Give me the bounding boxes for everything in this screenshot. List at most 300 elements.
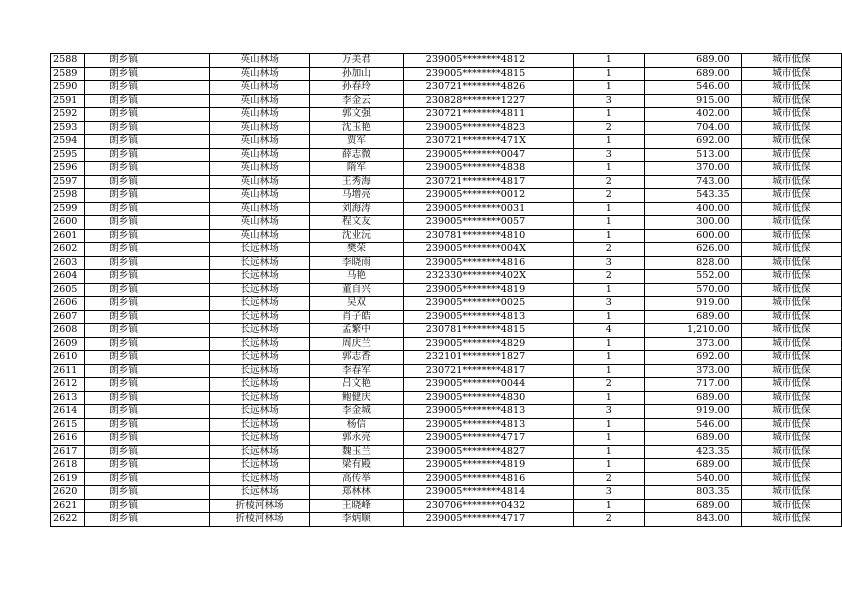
table-row: [51, 418, 842, 432]
person-name-cell: 李晓雨: [310, 256, 404, 270]
assistance-type-cell: 城市低保: [741, 162, 841, 176]
amount-cell: 689.00: [644, 499, 741, 513]
id-number-cell: 230781********4810: [403, 229, 573, 243]
town-cell: 朗乡镇: [85, 310, 210, 324]
row-number-cell: 2622: [51, 513, 85, 527]
assistance-type-cell: 城市低保: [741, 148, 841, 162]
forest-farm-cell: 英山林场: [210, 94, 310, 108]
forest-farm-cell: 英山林场: [210, 229, 310, 243]
amount-cell: 843.00: [644, 513, 741, 527]
town-cell: 朗乡镇: [85, 121, 210, 135]
table-row: [51, 270, 842, 284]
town-cell: 朗乡镇: [85, 94, 210, 108]
row-number-cell: 2598: [51, 189, 85, 203]
amount-cell: 1,210.00: [644, 324, 741, 338]
table-row: [51, 445, 842, 459]
amount-cell: 626.00: [644, 243, 741, 257]
town-cell: 朗乡镇: [85, 216, 210, 230]
town-cell: 朗乡镇: [85, 445, 210, 459]
person-name-cell: 王晓峰: [310, 499, 404, 513]
person-name-cell: 隋军: [310, 162, 404, 176]
table-row: [51, 405, 842, 419]
household-count-cell: 1: [573, 337, 644, 351]
forest-farm-cell: 长远林场: [210, 297, 310, 311]
town-cell: 朗乡镇: [85, 459, 210, 473]
forest-farm-cell: 长远林场: [210, 256, 310, 270]
table-row: [51, 513, 842, 527]
table-row: [51, 499, 842, 513]
id-number-cell: 239005********4813: [403, 310, 573, 324]
id-number-cell: 239005********4815: [403, 67, 573, 81]
forest-farm-cell: 英山林场: [210, 81, 310, 95]
table-row: [51, 243, 842, 257]
household-count-cell: 2: [573, 513, 644, 527]
town-cell: 朗乡镇: [85, 229, 210, 243]
relief-roster-table: [50, 53, 842, 527]
household-count-cell: 2: [573, 270, 644, 284]
id-number-cell: 239005********0047: [403, 148, 573, 162]
row-number-cell: 2604: [51, 270, 85, 284]
amount-cell: 370.00: [644, 162, 741, 176]
person-name-cell: 郭志香: [310, 351, 404, 365]
forest-farm-cell: 长远林场: [210, 418, 310, 432]
forest-farm-cell: 折棱河林场: [210, 499, 310, 513]
forest-farm-cell: 长远林场: [210, 432, 310, 446]
assistance-type-cell: 城市低保: [741, 378, 841, 392]
amount-cell: 692.00: [644, 135, 741, 149]
assistance-type-cell: 城市低保: [741, 432, 841, 446]
person-name-cell: 高传举: [310, 472, 404, 486]
assistance-type-cell: 城市低保: [741, 81, 841, 95]
forest-farm-cell: 英山林场: [210, 54, 310, 68]
row-number-cell: 2613: [51, 391, 85, 405]
id-number-cell: 239005********0031: [403, 202, 573, 216]
table-row: [51, 108, 842, 122]
table-row: [51, 94, 842, 108]
amount-cell: 689.00: [644, 67, 741, 81]
id-number-cell: 230706********0432: [403, 499, 573, 513]
table-row: [51, 486, 842, 500]
row-number-cell: 2619: [51, 472, 85, 486]
amount-cell: 704.00: [644, 121, 741, 135]
town-cell: 朗乡镇: [85, 283, 210, 297]
row-number-cell: 2605: [51, 283, 85, 297]
assistance-type-cell: 城市低保: [741, 418, 841, 432]
person-name-cell: 王秀海: [310, 175, 404, 189]
household-count-cell: 1: [573, 391, 644, 405]
amount-cell: 540.00: [644, 472, 741, 486]
household-count-cell: 3: [573, 256, 644, 270]
row-number-cell: 2602: [51, 243, 85, 257]
assistance-type-cell: 城市低保: [741, 54, 841, 68]
amount-cell: 692.00: [644, 351, 741, 365]
row-number-cell: 2612: [51, 378, 85, 392]
household-count-cell: 1: [573, 162, 644, 176]
table-body: [51, 54, 842, 527]
person-name-cell: 肖子皓: [310, 310, 404, 324]
town-cell: 朗乡镇: [85, 54, 210, 68]
row-number-cell: 2610: [51, 351, 85, 365]
assistance-type-cell: 城市低保: [741, 108, 841, 122]
row-number-cell: 2597: [51, 175, 85, 189]
id-number-cell: 239005********4717: [403, 432, 573, 446]
assistance-type-cell: 城市低保: [741, 405, 841, 419]
id-number-cell: 239005********4827: [403, 445, 573, 459]
amount-cell: 689.00: [644, 459, 741, 473]
town-cell: 朗乡镇: [85, 175, 210, 189]
id-number-cell: 239005********0025: [403, 297, 573, 311]
forest-farm-cell: 长远林场: [210, 364, 310, 378]
row-number-cell: 2618: [51, 459, 85, 473]
table-row: [51, 175, 842, 189]
assistance-type-cell: 城市低保: [741, 229, 841, 243]
forest-farm-cell: 折棱河林场: [210, 513, 310, 527]
town-cell: 朗乡镇: [85, 108, 210, 122]
household-count-cell: 2: [573, 175, 644, 189]
town-cell: 朗乡镇: [85, 418, 210, 432]
forest-farm-cell: 长远林场: [210, 445, 310, 459]
id-number-cell: 239005********4830: [403, 391, 573, 405]
table-row: [51, 67, 842, 81]
amount-cell: 743.00: [644, 175, 741, 189]
amount-cell: 919.00: [644, 405, 741, 419]
assistance-type-cell: 城市低保: [741, 499, 841, 513]
row-number-cell: 2596: [51, 162, 85, 176]
household-count-cell: 1: [573, 351, 644, 365]
person-name-cell: 郭永亮: [310, 432, 404, 446]
assistance-type-cell: 城市低保: [741, 270, 841, 284]
forest-farm-cell: 长远林场: [210, 486, 310, 500]
household-count-cell: 1: [573, 135, 644, 149]
forest-farm-cell: 英山林场: [210, 148, 310, 162]
household-count-cell: 3: [573, 486, 644, 500]
amount-cell: 373.00: [644, 337, 741, 351]
town-cell: 朗乡镇: [85, 472, 210, 486]
table-row: [51, 364, 842, 378]
forest-farm-cell: 英山林场: [210, 216, 310, 230]
amount-cell: 600.00: [644, 229, 741, 243]
id-number-cell: 232330********402X: [403, 270, 573, 284]
assistance-type-cell: 城市低保: [741, 202, 841, 216]
person-name-cell: 沈业沅: [310, 229, 404, 243]
table-row: [51, 121, 842, 135]
person-name-cell: 杨信: [310, 418, 404, 432]
table-row: [51, 297, 842, 311]
person-name-cell: 鲍健庆: [310, 391, 404, 405]
id-number-cell: 239005********0044: [403, 378, 573, 392]
household-count-cell: 2: [573, 121, 644, 135]
person-name-cell: 李春军: [310, 364, 404, 378]
household-count-cell: 1: [573, 499, 644, 513]
id-number-cell: 239005********004X: [403, 243, 573, 257]
row-number-cell: 2595: [51, 148, 85, 162]
assistance-type-cell: 城市低保: [741, 189, 841, 203]
forest-farm-cell: 长远林场: [210, 270, 310, 284]
row-number-cell: 2590: [51, 81, 85, 95]
town-cell: 朗乡镇: [85, 337, 210, 351]
town-cell: 朗乡镇: [85, 189, 210, 203]
id-number-cell: 239005********4816: [403, 256, 573, 270]
id-number-cell: 239005********4819: [403, 283, 573, 297]
amount-cell: 689.00: [644, 432, 741, 446]
id-number-cell: 239005********0057: [403, 216, 573, 230]
forest-farm-cell: 英山林场: [210, 189, 310, 203]
assistance-type-cell: 城市低保: [741, 351, 841, 365]
person-name-cell: 魏玉兰: [310, 445, 404, 459]
id-number-cell: 239005********4816: [403, 472, 573, 486]
forest-farm-cell: 长远林场: [210, 337, 310, 351]
row-number-cell: 2599: [51, 202, 85, 216]
table-row: [51, 459, 842, 473]
amount-cell: 546.00: [644, 81, 741, 95]
town-cell: 朗乡镇: [85, 405, 210, 419]
amount-cell: 300.00: [644, 216, 741, 230]
table-row: [51, 81, 842, 95]
row-number-cell: 2588: [51, 54, 85, 68]
amount-cell: 919.00: [644, 297, 741, 311]
person-name-cell: 李金城: [310, 405, 404, 419]
town-cell: 朗乡镇: [85, 324, 210, 338]
household-count-cell: 1: [573, 432, 644, 446]
household-count-cell: 1: [573, 418, 644, 432]
assistance-type-cell: 城市低保: [741, 486, 841, 500]
forest-farm-cell: 英山林场: [210, 135, 310, 149]
table-row: [51, 337, 842, 351]
row-number-cell: 2594: [51, 135, 85, 149]
assistance-type-cell: 城市低保: [741, 324, 841, 338]
table-row: [51, 135, 842, 149]
amount-cell: 689.00: [644, 391, 741, 405]
id-number-cell: 230721********471X: [403, 135, 573, 149]
assistance-type-cell: 城市低保: [741, 364, 841, 378]
table-row: [51, 391, 842, 405]
amount-cell: 689.00: [644, 54, 741, 68]
forest-farm-cell: 英山林场: [210, 175, 310, 189]
table-row: [51, 432, 842, 446]
household-count-cell: 1: [573, 67, 644, 81]
assistance-type-cell: 城市低保: [741, 256, 841, 270]
id-number-cell: 239005********4829: [403, 337, 573, 351]
town-cell: 朗乡镇: [85, 81, 210, 95]
row-number-cell: 2608: [51, 324, 85, 338]
household-count-cell: 3: [573, 405, 644, 419]
row-number-cell: 2609: [51, 337, 85, 351]
forest-farm-cell: 长远林场: [210, 310, 310, 324]
table-row: [51, 229, 842, 243]
assistance-type-cell: 城市低保: [741, 337, 841, 351]
assistance-type-cell: 城市低保: [741, 297, 841, 311]
household-count-cell: 1: [573, 283, 644, 297]
row-number-cell: 2601: [51, 229, 85, 243]
household-count-cell: 1: [573, 310, 644, 324]
row-number-cell: 2607: [51, 310, 85, 324]
person-name-cell: 吕文艳: [310, 378, 404, 392]
amount-cell: 803.35: [644, 486, 741, 500]
person-name-cell: 李炳顺: [310, 513, 404, 527]
person-name-cell: 董自兴: [310, 283, 404, 297]
household-count-cell: 3: [573, 94, 644, 108]
person-name-cell: 樊荣: [310, 243, 404, 257]
person-name-cell: 孟繁中: [310, 324, 404, 338]
assistance-type-cell: 城市低保: [741, 513, 841, 527]
person-name-cell: 吴双: [310, 297, 404, 311]
town-cell: 朗乡镇: [85, 351, 210, 365]
row-number-cell: 2592: [51, 108, 85, 122]
person-name-cell: 沈玉艳: [310, 121, 404, 135]
person-name-cell: 周庆兰: [310, 337, 404, 351]
forest-farm-cell: 长远林场: [210, 405, 310, 419]
person-name-cell: 薛志微: [310, 148, 404, 162]
assistance-type-cell: 城市低保: [741, 67, 841, 81]
id-number-cell: 239005********0012: [403, 189, 573, 203]
assistance-type-cell: 城市低保: [741, 391, 841, 405]
row-number-cell: 2603: [51, 256, 85, 270]
assistance-type-cell: 城市低保: [741, 121, 841, 135]
forest-farm-cell: 长远林场: [210, 378, 310, 392]
town-cell: 朗乡镇: [85, 270, 210, 284]
amount-cell: 552.00: [644, 270, 741, 284]
forest-farm-cell: 长远林场: [210, 283, 310, 297]
amount-cell: 400.00: [644, 202, 741, 216]
assistance-type-cell: 城市低保: [741, 445, 841, 459]
id-number-cell: 239005********4813: [403, 405, 573, 419]
household-count-cell: 1: [573, 202, 644, 216]
table-row: [51, 351, 842, 365]
id-number-cell: 230721********4826: [403, 81, 573, 95]
table-row: [51, 216, 842, 230]
table-row: [51, 310, 842, 324]
forest-farm-cell: 英山林场: [210, 121, 310, 135]
assistance-type-cell: 城市低保: [741, 310, 841, 324]
id-number-cell: 230781********4815: [403, 324, 573, 338]
assistance-type-cell: 城市低保: [741, 472, 841, 486]
household-count-cell: 1: [573, 229, 644, 243]
id-number-cell: 239005********4814: [403, 486, 573, 500]
household-count-cell: 1: [573, 216, 644, 230]
assistance-type-cell: 城市低保: [741, 243, 841, 257]
person-name-cell: 李金云: [310, 94, 404, 108]
town-cell: 朗乡镇: [85, 513, 210, 527]
id-number-cell: 230721********4817: [403, 364, 573, 378]
row-number-cell: 2616: [51, 432, 85, 446]
person-name-cell: 梁有殿: [310, 459, 404, 473]
amount-cell: 570.00: [644, 283, 741, 297]
amount-cell: 689.00: [644, 310, 741, 324]
household-count-cell: 2: [573, 243, 644, 257]
forest-farm-cell: 长远林场: [210, 243, 310, 257]
forest-farm-cell: 长远林场: [210, 459, 310, 473]
row-number-cell: 2591: [51, 94, 85, 108]
row-number-cell: 2600: [51, 216, 85, 230]
table-row: [51, 54, 842, 68]
table-row: [51, 202, 842, 216]
id-number-cell: 239005********4717: [403, 513, 573, 527]
household-count-cell: 1: [573, 445, 644, 459]
town-cell: 朗乡镇: [85, 202, 210, 216]
person-name-cell: 郑林林: [310, 486, 404, 500]
forest-farm-cell: 长远林场: [210, 324, 310, 338]
town-cell: 朗乡镇: [85, 432, 210, 446]
amount-cell: 423.35: [644, 445, 741, 459]
id-number-cell: 239005********4823: [403, 121, 573, 135]
town-cell: 朗乡镇: [85, 391, 210, 405]
amount-cell: 373.00: [644, 364, 741, 378]
table-row: [51, 148, 842, 162]
id-number-cell: 230828********1227: [403, 94, 573, 108]
amount-cell: 513.00: [644, 148, 741, 162]
assistance-type-cell: 城市低保: [741, 216, 841, 230]
person-name-cell: 郭文强: [310, 108, 404, 122]
row-number-cell: 2617: [51, 445, 85, 459]
household-count-cell: 1: [573, 364, 644, 378]
household-count-cell: 1: [573, 108, 644, 122]
household-count-cell: 2: [573, 189, 644, 203]
town-cell: 朗乡镇: [85, 67, 210, 81]
amount-cell: 717.00: [644, 378, 741, 392]
row-number-cell: 2606: [51, 297, 85, 311]
id-number-cell: 239005********4813: [403, 418, 573, 432]
id-number-cell: 239005********4819: [403, 459, 573, 473]
table-row: [51, 162, 842, 176]
town-cell: 朗乡镇: [85, 378, 210, 392]
row-number-cell: 2620: [51, 486, 85, 500]
household-count-cell: 4: [573, 324, 644, 338]
id-number-cell: 239005********4812: [403, 54, 573, 68]
town-cell: 朗乡镇: [85, 256, 210, 270]
row-number-cell: 2621: [51, 499, 85, 513]
amount-cell: 546.00: [644, 418, 741, 432]
table-row: [51, 283, 842, 297]
amount-cell: 828.00: [644, 256, 741, 270]
town-cell: 朗乡镇: [85, 243, 210, 257]
amount-cell: 915.00: [644, 94, 741, 108]
forest-farm-cell: 英山林场: [210, 202, 310, 216]
household-count-cell: 1: [573, 459, 644, 473]
assistance-type-cell: 城市低保: [741, 175, 841, 189]
town-cell: 朗乡镇: [85, 486, 210, 500]
amount-cell: 543.35: [644, 189, 741, 203]
table-row: [51, 189, 842, 203]
forest-farm-cell: 英山林场: [210, 108, 310, 122]
town-cell: 朗乡镇: [85, 148, 210, 162]
id-number-cell: 230721********4811: [403, 108, 573, 122]
household-count-cell: 2: [573, 472, 644, 486]
town-cell: 朗乡镇: [85, 297, 210, 311]
forest-farm-cell: 长远林场: [210, 472, 310, 486]
assistance-type-cell: 城市低保: [741, 135, 841, 149]
row-number-cell: 2615: [51, 418, 85, 432]
person-name-cell: 万美君: [310, 54, 404, 68]
id-number-cell: 232101********1827: [403, 351, 573, 365]
id-number-cell: 239005********4838: [403, 162, 573, 176]
forest-farm-cell: 英山林场: [210, 67, 310, 81]
person-name-cell: 孙春玲: [310, 81, 404, 95]
table-row: [51, 324, 842, 338]
forest-farm-cell: 长远林场: [210, 351, 310, 365]
amount-cell: 402.00: [644, 108, 741, 122]
person-name-cell: 马增亮: [310, 189, 404, 203]
table-row: [51, 472, 842, 486]
person-name-cell: 程文友: [310, 216, 404, 230]
household-count-cell: 3: [573, 148, 644, 162]
forest-farm-cell: 长远林场: [210, 391, 310, 405]
id-number-cell: 230721********4817: [403, 175, 573, 189]
table-row: [51, 378, 842, 392]
forest-farm-cell: 英山林场: [210, 162, 310, 176]
town-cell: 朗乡镇: [85, 364, 210, 378]
town-cell: 朗乡镇: [85, 499, 210, 513]
town-cell: 朗乡镇: [85, 135, 210, 149]
